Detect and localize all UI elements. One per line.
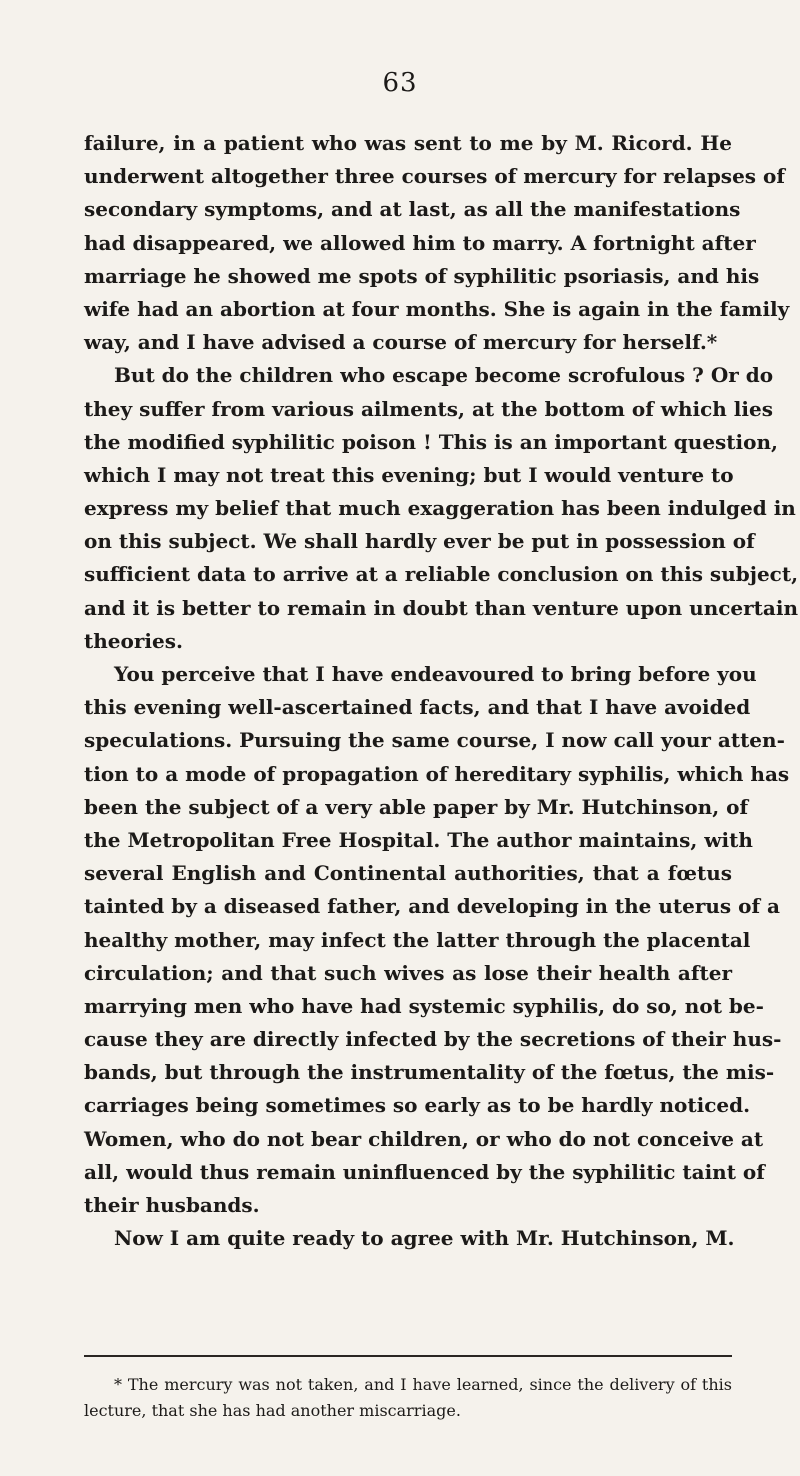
text-line: underwent altogether three courses of mercury for relapses of — [84, 164, 785, 189]
text-line: healthy mother, may infect the latter through the placental — [84, 927, 751, 952]
text-line: all, would thus remain uninfluenced by the syphilitic taint of — [84, 1159, 765, 1184]
page-number: 63 — [382, 68, 418, 98]
text-line: marriage he showed me spots of syphilitic psoriasis, and his — [84, 263, 760, 288]
paragraph — [84, 127, 790, 359]
footnote-divider — [84, 1355, 732, 1357]
text-line: which I may not treat this evening; but I would venture to — [84, 462, 734, 487]
text-line: circulation; and that such wives as lose their health after — [84, 960, 732, 985]
text-line: cause they are directly infected by the secretions of their hus- — [84, 1027, 782, 1052]
text-line: Women, who do not bear children, or who do not conceive at — [84, 1126, 764, 1151]
text-line: tion to a mode of propagation of hereditary syphilis, which has — [84, 761, 790, 786]
text-line: Now I am quite ready to agree with Mr. Hutchinson, M. — [114, 1226, 735, 1251]
text-line: wife had an abortion at four months. She is again in the family — [84, 296, 790, 321]
text-line: on this subject. We shall hardly ever be put in possession of — [84, 529, 755, 554]
body-text — [84, 127, 799, 1255]
text-line: But do the children who escape become scrofulous ? Or do — [114, 363, 774, 388]
text-line: the modified syphilitic poison ! This is an important question, — [84, 429, 778, 454]
text-line: tainted by a diseased father, and developing in the uterus of a — [84, 894, 781, 919]
text-line: this evening well-ascertained facts, and that I have avoided — [84, 695, 751, 720]
text-line: bands, but through the instrumentality of the fœtus, the mis- — [84, 1060, 775, 1085]
paragraph — [84, 658, 790, 1222]
footnote-line: * The mercury was not taken, and I have learned, since the delivery of this — [114, 1375, 732, 1394]
text-line: marrying men who have had systemic syphilis, do so, not be- — [84, 993, 764, 1018]
paragraph — [84, 1222, 735, 1255]
text-line: way, and I have advised a course of mercury for herself.* — [84, 330, 718, 355]
text-line: their husbands. — [84, 1193, 260, 1217]
paragraph — [84, 359, 799, 658]
text-line: failure, in a patient who was sent to me by M. Ricord. He — [84, 131, 732, 155]
text-line: sufficient data to arrive at a reliable conclusion on this subject, — [84, 562, 799, 587]
text-line: several English and Continental authorities, that a fœtus — [84, 861, 732, 886]
footnote-line: lecture, that she has had another miscarriage. — [84, 1401, 461, 1420]
text-line: had disappeared, we allowed him to marry. A fortnight after — [84, 230, 756, 255]
text-line: and it is better to remain in doubt than venture upon uncertain — [84, 595, 799, 620]
text-line: carriages being sometimes so early as to be hardly noticed. — [84, 1093, 751, 1118]
footnote — [84, 1372, 732, 1424]
text-line: they suffer from various ailments, at the bottom of which lies — [84, 396, 773, 421]
text-line: secondary symptoms, and at last, as all the manifestations — [84, 197, 741, 222]
text-line: You perceive that I have endeavoured to bring before you — [114, 662, 757, 686]
text-line: the Metropolitan Free Hospital. The author maintains, with — [84, 827, 753, 852]
text-line: theories. — [84, 628, 183, 653]
text-line: express my belief that much exaggeration has been indulged in — [84, 496, 796, 521]
text-line: speculations. Pursuing the same course, I now call your atten- — [84, 728, 785, 753]
text-line: been the subject of a very able paper by Mr. Hutchinson, of — [84, 794, 749, 819]
